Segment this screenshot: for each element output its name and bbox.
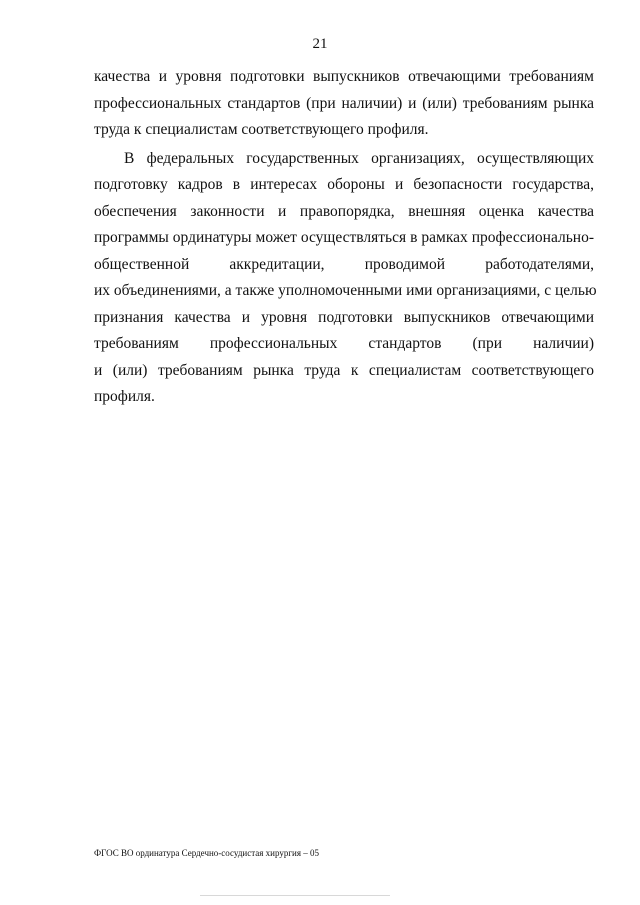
paragraph-continuation	[94, 64, 594, 144]
text-line: профиля.	[94, 388, 155, 405]
text-line: требованиям профессиональных стандартов (при наличии)	[94, 335, 594, 352]
text-line: В федеральных государственных организациях, осуществляющих	[124, 149, 594, 167]
document-body	[94, 64, 597, 411]
text-line: их объединениями, а также уполномоченными ими организациями, с целью	[94, 282, 597, 299]
text-line: программы ординатуры может осуществляться в рамках профессионально-	[94, 229, 594, 246]
paragraph-federal-organizations	[94, 146, 597, 411]
text-line: профессиональных стандартов (при наличии) и (или) требованиям рынка	[94, 94, 594, 112]
text-line: обеспечения законности и правопорядка, внешняя оценка качества	[94, 202, 594, 220]
text-line: и (или) требованиям рынка труда к специалистам соответствующего	[94, 361, 594, 379]
scan-edge-line	[200, 895, 390, 896]
page-number: 21	[312, 36, 328, 52]
document-footer: ФГОС ВО ординатура Сердечно-сосудистая хирургия – 05	[94, 848, 319, 858]
text-line: труда к специалистам соответствующего профиля.	[94, 121, 429, 138]
text-line: качества и уровня подготовки выпускников отвечающими требованиям	[94, 68, 594, 85]
text-line: признания качества и уровня подготовки выпускников отвечающими	[94, 308, 594, 326]
text-line: подготовку кадров в интересах обороны и безопасности государства,	[94, 176, 594, 193]
text-line: общественной аккредитации, проводимой работодателями,	[94, 255, 594, 273]
